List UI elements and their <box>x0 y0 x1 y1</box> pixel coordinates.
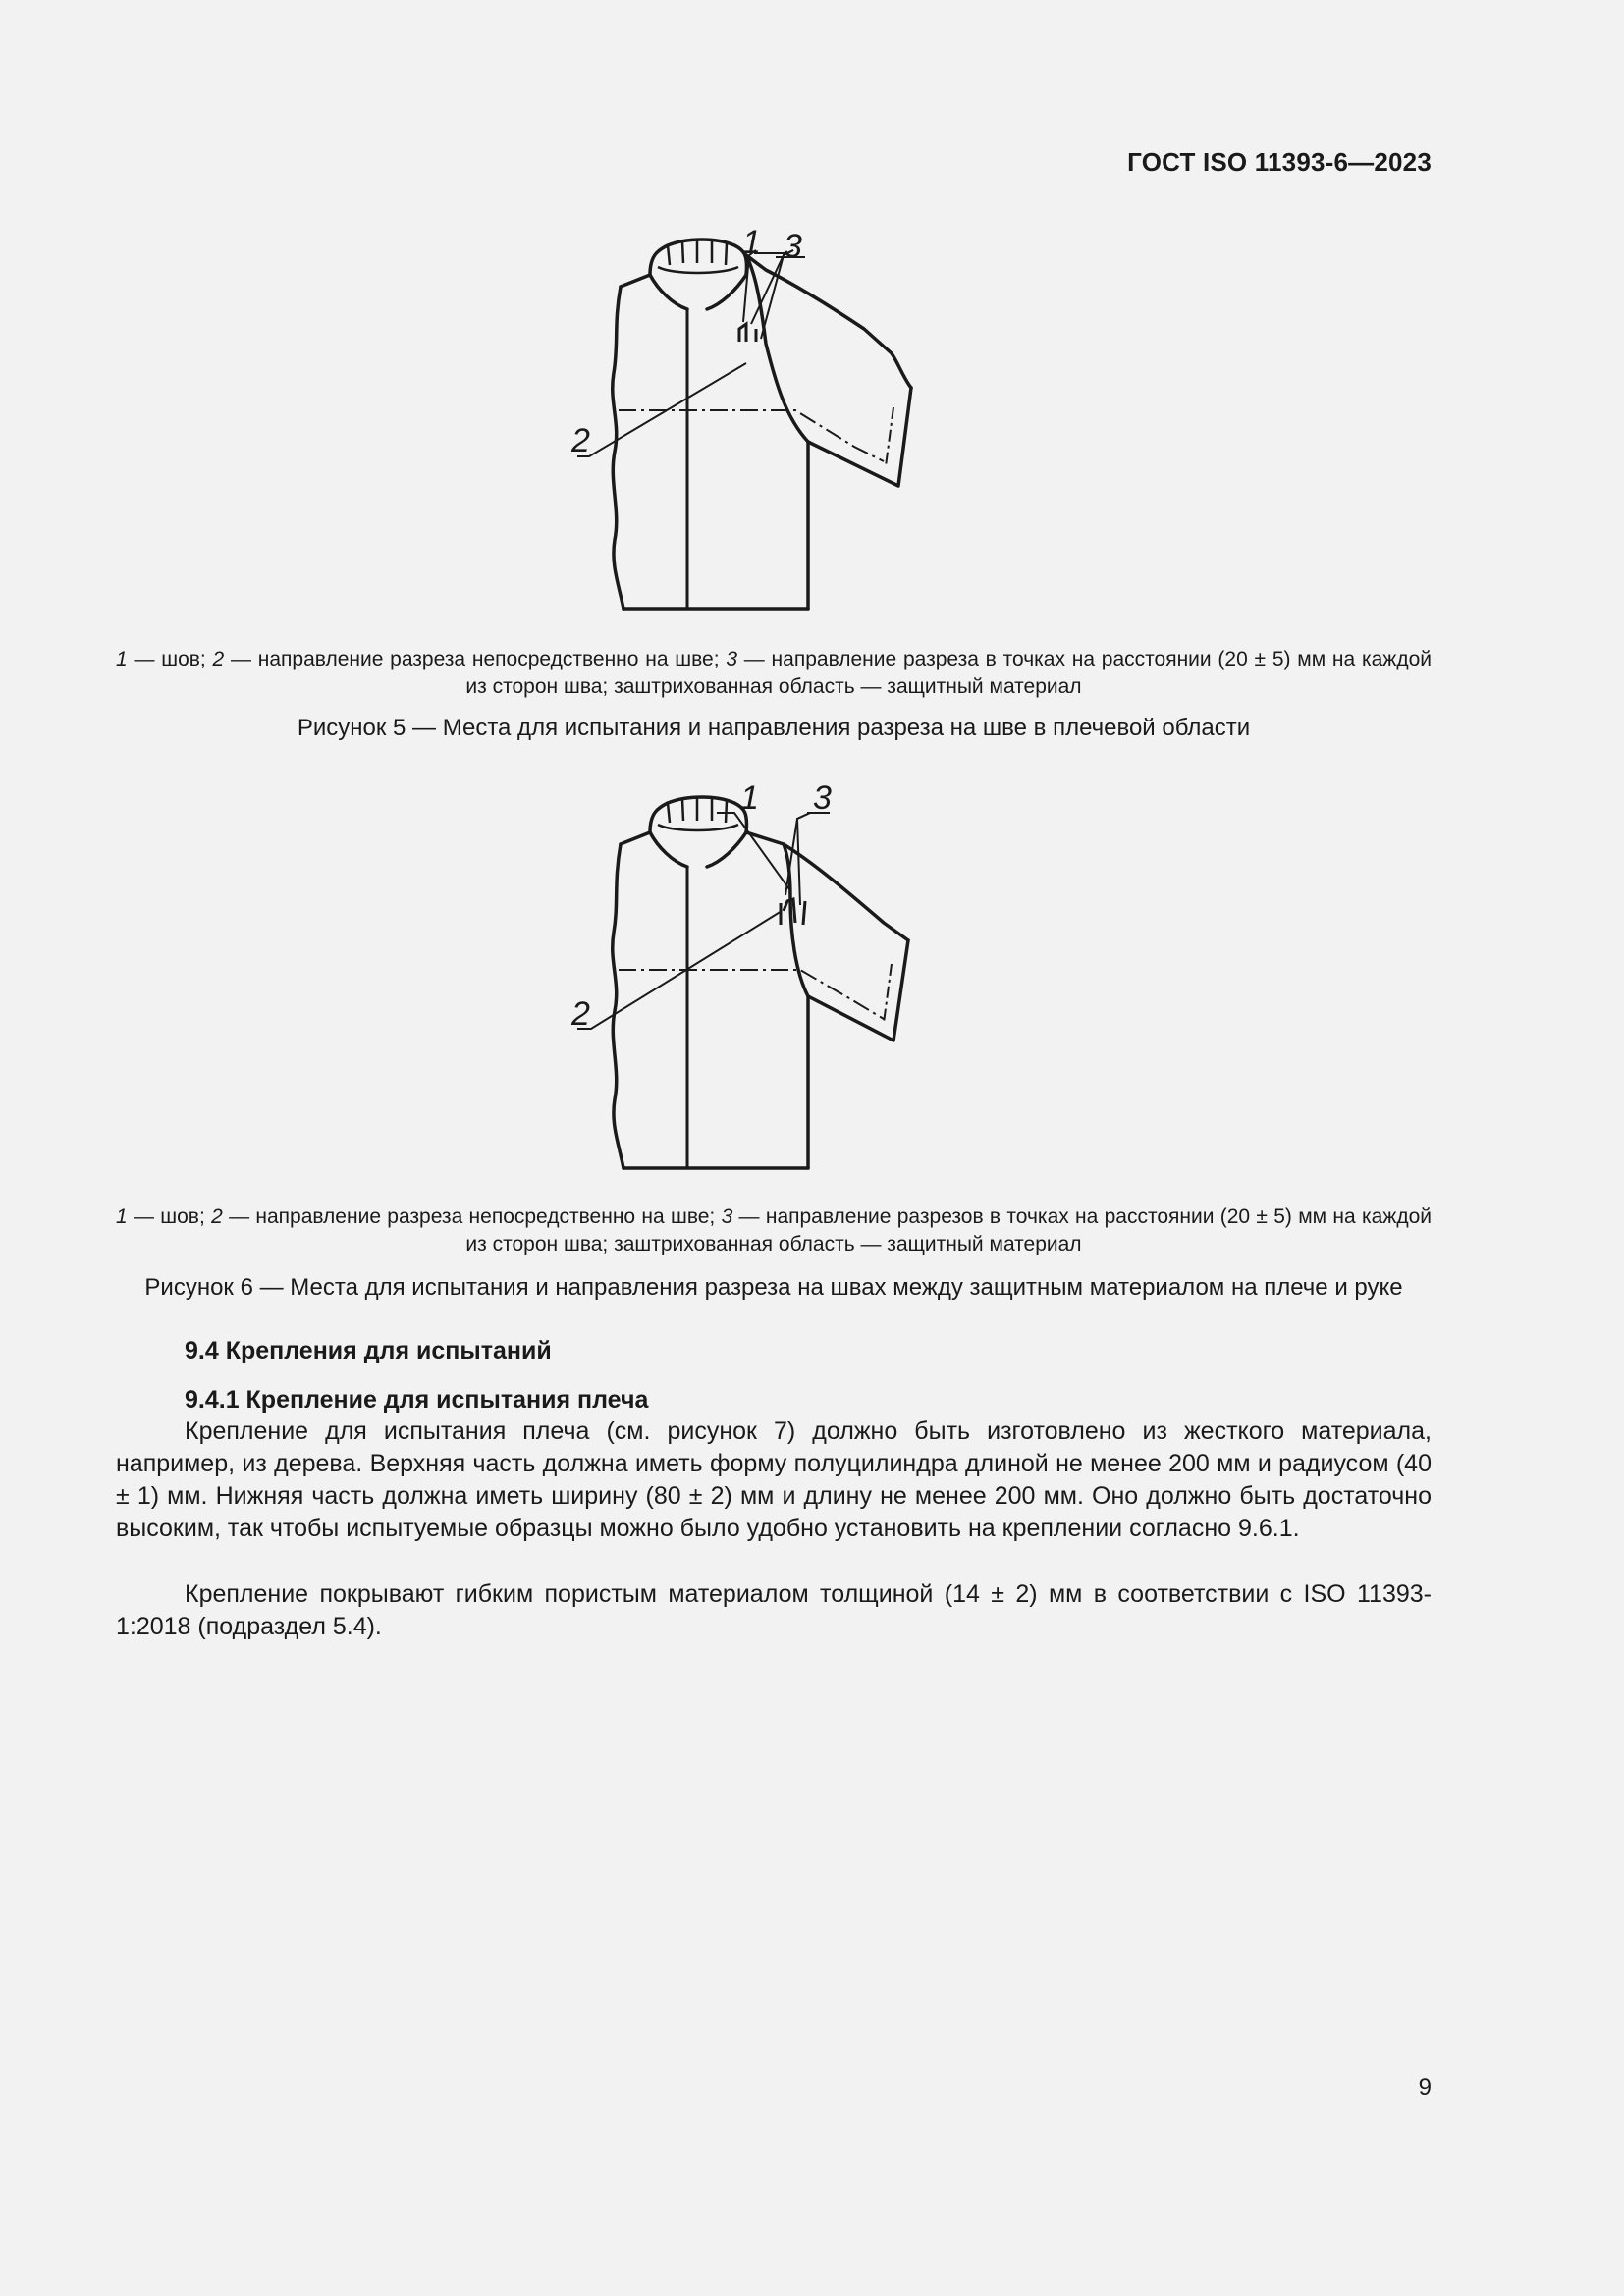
sleeve-bottom <box>808 388 911 486</box>
collar-inner <box>650 275 746 309</box>
figure-5-label-1: 1 <box>742 224 761 261</box>
cuff-line <box>886 407 893 466</box>
figure-6-label-2: 2 <box>571 995 590 1033</box>
legend-key: 1 <box>116 648 128 670</box>
test-marks <box>781 899 805 925</box>
sleeve-bottom <box>808 940 908 1041</box>
legend-key: 2 <box>211 1205 223 1228</box>
shoulder-seam <box>746 255 808 442</box>
legend-text: — шов; <box>127 1205 212 1228</box>
legend-text: — направление разреза непосредственно на шве; <box>222 1205 722 1228</box>
legend-text: — направление разреза непосредственно на шве; <box>224 648 727 670</box>
figure-5-drawing <box>560 216 1001 618</box>
legend-key: 1 <box>116 1205 128 1228</box>
legend-text: — направление разрезов в точках на расстоянии (20 ± 5) мм на каждой из сторон шва; заштрихованная область — защитный материал <box>465 1205 1432 1255</box>
figure-6-legend <box>116 1203 1432 1258</box>
cut-direction-line <box>619 410 884 461</box>
figure-6-label-1: 1 <box>740 779 759 817</box>
figure-5-legend <box>116 646 1432 701</box>
left-shoulder <box>621 832 650 844</box>
collar-inner <box>650 832 746 867</box>
sleeve-top <box>746 832 908 940</box>
figure-5-label-2: 2 <box>571 422 590 459</box>
jacket-drawing <box>560 775 1001 1178</box>
section-heading: 9.4 Крепления для испытаний <box>185 1337 552 1364</box>
cuff-line <box>884 964 892 1023</box>
body-paragraph: Крепление покрывают гибким пористым материалом толщиной (14 ± 2) мм в соответствии с ISO 11393-1:2018 (подраздел 5.4). <box>116 1580 1432 1640</box>
document-header: ГОСТ ISO 11393-6—2023 <box>1127 147 1432 177</box>
legend-key: 3 <box>726 648 738 670</box>
subsection-heading: 9.4.1 Крепление для испытания плеча <box>185 1386 649 1414</box>
jacket-left-edge <box>613 844 623 1168</box>
jacket-left-edge <box>613 287 623 609</box>
legend-key: 3 <box>721 1205 733 1228</box>
leader-lines <box>577 250 805 456</box>
figure-6-drawing <box>560 775 1001 1178</box>
figure-5-label-3: 3 <box>784 228 802 265</box>
legend-text: — направление разреза в точках на расстоянии (20 ± 5) мм на каждой из сторон шва; заштрихованная область — защитный материал <box>465 648 1433 698</box>
figure-6-label-3: 3 <box>813 779 832 817</box>
legend-text: — шов; <box>127 648 213 670</box>
page-number: 9 <box>1418 2074 1432 2101</box>
jacket-drawing <box>560 216 1001 618</box>
figure-5-caption: Рисунок 5 — Места для испытания и направления разреза на шве в плечевой области <box>297 715 1251 741</box>
figure-6-caption: Рисунок 6 — Места для испытания и направления разреза на швах между защитным материалом на плече и руке <box>144 1274 1403 1301</box>
body-paragraph: Крепление для испытания плеча (см. рисунок 7) должно быть изготовлено из жесткого материала, например, из дерева. Верхняя часть должна иметь форму полуцилиндра длиной не менее 200 мм и радиусом (40 ± 1) мм. Нижняя часть должна иметь ширину (80 ± 2) мм и длину не менее 200 мм. Оно должно быть достаточно высоким, так чтобы испытуемые образцы можно было удобно установить на креплении согласно 9.6.1. <box>116 1417 1432 1542</box>
test-marks <box>739 324 756 342</box>
left-shoulder <box>621 275 650 287</box>
cut-direction-line <box>619 970 884 1019</box>
legend-key: 2 <box>212 648 225 670</box>
